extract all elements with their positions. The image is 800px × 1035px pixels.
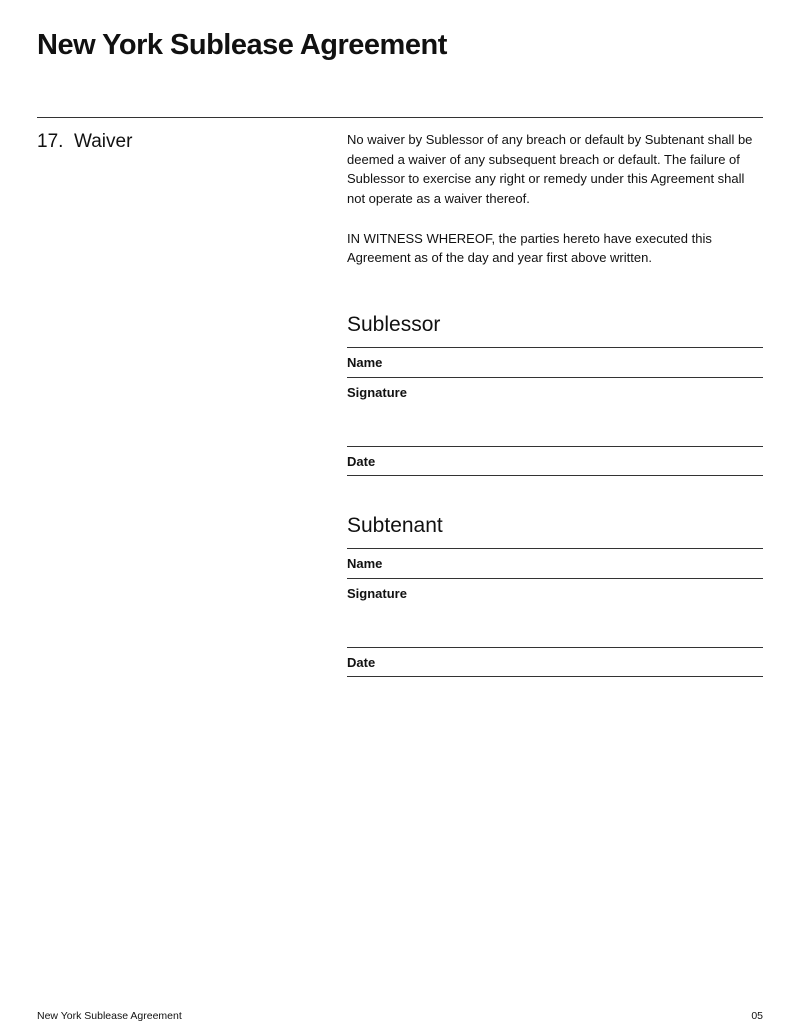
subtenant-name-field[interactable]: Name <box>347 548 763 578</box>
subtenant-signature-field[interactable]: Signature <box>347 578 763 647</box>
sublessor-name-field[interactable]: Name <box>347 347 763 377</box>
sublessor-signature-block <box>347 313 763 476</box>
subtenant-date-field[interactable]: Date <box>347 647 763 677</box>
witness-paragraph: IN WITNESS WHEREOF, the parties hereto have executed this Agreement as of the day and year first above written. <box>347 230 712 266</box>
footer-page-number: 05 <box>751 1010 763 1022</box>
page-title: New York Sublease Agreement <box>37 29 447 61</box>
waiver-paragraph: No waiver by Sublessor of any breach or default by Subtenant shall be deemed a waiver of any subsequent breach or default. The failure of Sublessor to exercise any right or remedy under this Agreement shall not operate as a waiver thereof. <box>347 132 753 207</box>
section-number: 17. <box>37 131 64 152</box>
section-heading <box>37 131 132 153</box>
header-divider <box>37 117 763 118</box>
sublessor-date-field[interactable]: Date <box>347 446 763 476</box>
subtenant-title: Subtenant <box>347 514 443 537</box>
subtenant-signature-block <box>347 514 763 677</box>
sublessor-title: Sublessor <box>347 313 441 336</box>
footer-document-name: New York Sublease Agreement <box>37 1010 182 1022</box>
sublessor-signature-field[interactable]: Signature <box>347 377 763 446</box>
section-title: Waiver <box>74 131 133 152</box>
section-body <box>347 130 763 268</box>
